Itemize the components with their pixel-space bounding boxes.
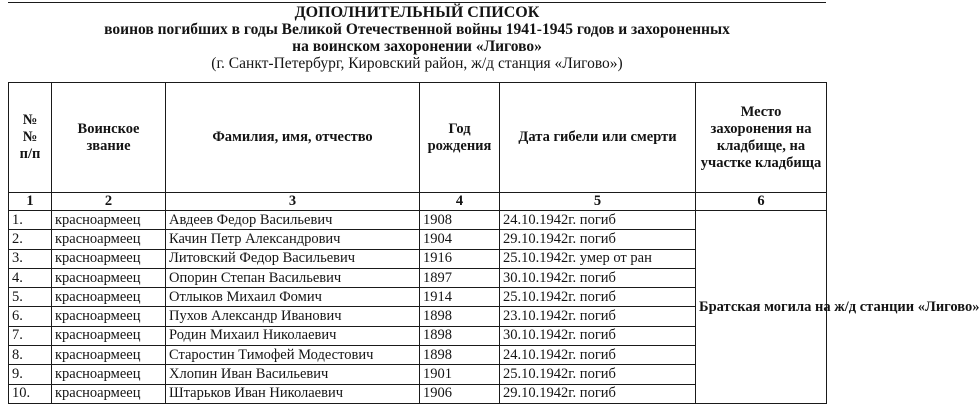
- row-rank: красноармеец: [52, 249, 166, 268]
- header-year: Год рождения: [420, 83, 500, 193]
- row-name: Качин Петр Александрович: [166, 230, 420, 249]
- row-date: 29.10.1942г. погиб: [500, 230, 696, 249]
- header-name: Фамилия, имя, отчество: [166, 83, 420, 193]
- row-year: 1914: [420, 288, 500, 307]
- row-number: 8.: [9, 346, 52, 365]
- table-row: [9, 211, 827, 230]
- row-name: Авдеев Федор Васильевич: [166, 211, 420, 230]
- row-rank: красноармеец: [52, 211, 166, 230]
- row-number: 2.: [9, 230, 52, 249]
- table-header-row: [9, 83, 827, 193]
- row-year: 1897: [420, 268, 500, 287]
- row-date: 24.10.1942г. погиб: [500, 211, 696, 230]
- row-number: 3.: [9, 249, 52, 268]
- row-rank: красноармеец: [52, 326, 166, 345]
- row-date: 30.10.1942г. погиб: [500, 268, 696, 287]
- row-year: 1898: [420, 307, 500, 326]
- header-date: Дата гибели или смерти: [500, 83, 696, 193]
- header-burial: Место захоронения на кладбище, на участке кладбища: [696, 83, 827, 193]
- row-name: Литовский Федор Васильевич: [166, 249, 420, 268]
- row-rank: красноармеец: [52, 288, 166, 307]
- row-year: 1916: [420, 249, 500, 268]
- title-block: [8, 4, 826, 72]
- column-number-row: [9, 193, 827, 211]
- row-rank: красноармеец: [52, 268, 166, 287]
- row-name: Хлопин Иван Васильевич: [166, 365, 420, 384]
- row-year: 1898: [420, 326, 500, 345]
- row-name: Старостин Тимофей Модестович: [166, 346, 420, 365]
- document-title: ДОПОЛНИТЕЛЬНЫЙ СПИСОК: [294, 4, 540, 21]
- document-subtitle-line-2: на воинском захоронении «Лигово»: [292, 38, 542, 55]
- row-date: 30.10.1942г. погиб: [500, 326, 696, 345]
- row-name: Родин Михаил Николаевич: [166, 326, 420, 345]
- row-rank: красноармеец: [52, 230, 166, 249]
- row-rank: красноармеец: [52, 365, 166, 384]
- row-name: Опорин Степан Васильевич: [166, 268, 420, 287]
- row-year: 1901: [420, 365, 500, 384]
- column-number: 2: [52, 193, 166, 211]
- row-date: 23.10.1942г. погиб: [500, 307, 696, 326]
- row-year: 1908: [420, 211, 500, 230]
- row-number: 6.: [9, 307, 52, 326]
- row-name: Отлыков Михаил Фомич: [166, 288, 420, 307]
- header-number-line-2: №: [22, 129, 38, 145]
- column-number: 6: [696, 193, 827, 211]
- row-number: 7.: [9, 326, 52, 345]
- column-number: 3: [166, 193, 420, 211]
- top-rule: [8, 2, 826, 3]
- header-rank: Воинское звание: [52, 83, 166, 193]
- column-number: 5: [500, 193, 696, 211]
- row-rank: красноармеец: [52, 307, 166, 326]
- column-number: 1: [9, 193, 52, 211]
- document-subtitle-line-1: воинов погибших в годы Великой Отечественной войны 1941-1945 годов и захороненных: [104, 21, 730, 38]
- document-location: (г. Санкт-Петербург, Кировский район, ж/д станция «Лигово»): [211, 55, 623, 72]
- burial-place: Братская могила на ж/д станции «Лигово»: [696, 211, 827, 404]
- row-date: 29.10.1942г. погиб: [500, 384, 696, 403]
- row-year: 1906: [420, 384, 500, 403]
- row-year: 1898: [420, 346, 500, 365]
- column-number: 4: [420, 193, 500, 211]
- row-year: 1904: [420, 230, 500, 249]
- casualty-table: [8, 82, 980, 404]
- row-number: 5.: [9, 288, 52, 307]
- row-name: Пухов Александр Иванович: [166, 307, 420, 326]
- row-date: 25.10.1942г. погиб: [500, 365, 696, 384]
- row-name: Штарьков Иван Николаевич: [166, 384, 420, 403]
- row-number: 9.: [9, 365, 52, 384]
- header-number-line-3: п/п: [19, 146, 41, 162]
- header-number: [9, 83, 52, 193]
- row-date: 24.10.1942г. погиб: [500, 346, 696, 365]
- row-rank: красноармеец: [52, 346, 166, 365]
- header-number-line-1: №: [22, 112, 38, 128]
- row-rank: красноармеец: [52, 384, 166, 403]
- row-date: 25.10.1942г. погиб: [500, 288, 696, 307]
- row-number: 1.: [9, 211, 52, 230]
- row-date: 25.10.1942г. умер от ран: [500, 249, 696, 268]
- row-number: 4.: [9, 268, 52, 287]
- row-number: 10.: [9, 384, 52, 403]
